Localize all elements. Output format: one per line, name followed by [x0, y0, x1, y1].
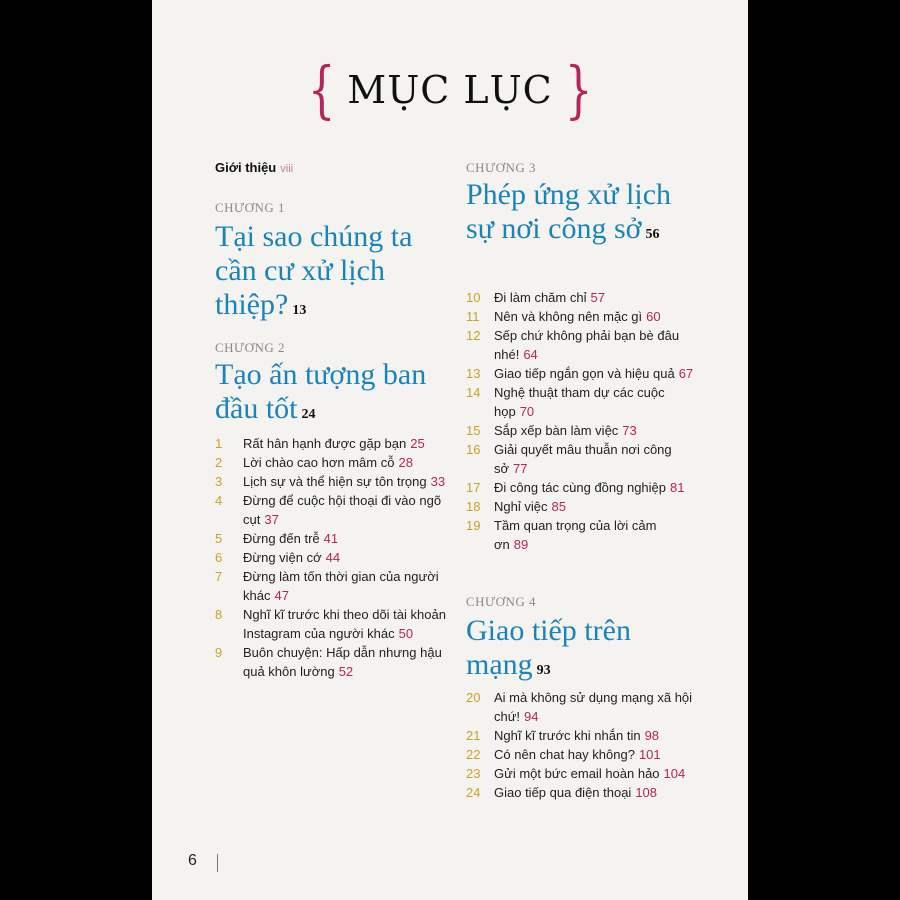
chapter-1-title: [215, 220, 435, 328]
chapter-2-title-text: Tạo ấn tượng ban đầu tốt: [215, 358, 427, 425]
toc-item-11: [466, 307, 694, 326]
toc-item-text: Nghĩ kĩ trước khi theo dõi tài khoản Instagram của người khác: [243, 607, 446, 641]
chapter-4-page: 93: [536, 663, 551, 678]
toc-item-7: [215, 567, 455, 605]
toc-item-page: 25: [410, 436, 425, 451]
toc-item-text: Có nên chat hay không?: [494, 747, 635, 762]
toc-item-number: 15: [466, 423, 481, 438]
toc-item-text: Ai mà không sử dụng mạng xã hội chứ!: [494, 690, 693, 724]
page-number: 6: [188, 852, 197, 869]
book-page: [152, 0, 748, 900]
toc-item-page: 101: [638, 747, 661, 762]
toc-item-number: 10: [466, 290, 481, 305]
toc-item-text: Rất hân hạnh được gặp bạn: [243, 436, 407, 451]
chapter-3-page: 56: [645, 227, 660, 242]
toc-item-page: 89: [513, 537, 529, 552]
toc-item-number: 1: [215, 436, 223, 451]
chapter-3-title-text: Phép ứng xử lịch sự nơi công sở: [466, 178, 672, 245]
toc-item-23: [466, 764, 694, 783]
toc-item-number: 23: [466, 766, 481, 781]
toc-item-text: Đừng để cuộc hội thoại đi vào ngõ cụt: [243, 493, 442, 527]
intro-entry: [215, 160, 293, 175]
toc-item-5: [215, 529, 455, 548]
toc-item-text: Tầm quan trọng của lời cảm ơn: [494, 518, 657, 552]
toc-item-number: 9: [215, 645, 223, 660]
toc-item-text: Nên và không nên mặc gì: [494, 309, 643, 324]
toc-item-21: [466, 726, 694, 745]
chapter-3-items: [466, 288, 694, 554]
toc-item-page: 64: [523, 347, 538, 362]
toc-item-number: 8: [215, 607, 223, 622]
toc-item-text: Sếp chứ không phải bạn bè đâu nhé!: [494, 328, 680, 362]
toc-item-page: 60: [646, 309, 661, 324]
toc-item-text: Buôn chuyện: Hấp dẫn nhưng hậu quả khôn lường: [243, 645, 442, 679]
toc-item-number: 24: [466, 785, 481, 800]
chapter-4-items: [466, 688, 694, 802]
right-brace-ornament: }: [564, 53, 593, 126]
toc-item-page: 52: [338, 664, 354, 679]
toc-item-13: [466, 364, 694, 383]
toc-item-number: 16: [466, 442, 481, 457]
chapter-2-items: [215, 434, 455, 681]
toc-item-page: 47: [274, 588, 289, 603]
toc-item-page: 98: [644, 728, 660, 743]
toc-item-number: 14: [466, 385, 481, 400]
toc-item-18: [466, 497, 694, 516]
toc-item-1: [215, 434, 455, 453]
toc-item-number: 6: [215, 550, 223, 565]
toc-item-22: [466, 745, 694, 764]
toc-item-text: Đi làm chăm chỉ: [494, 290, 587, 305]
toc-item-12: [466, 326, 694, 364]
toc-item-text: Lịch sự và thể hiện sự tôn trọng: [243, 474, 427, 489]
intro-label: Giới thiệu: [215, 160, 277, 175]
toc-item-text: Nghỉ việc: [494, 499, 548, 514]
toc-item-8: [215, 605, 455, 643]
toc-item-page: 50: [398, 626, 414, 641]
toc-item-number: 2: [215, 455, 223, 470]
chapter-4-title: [466, 614, 666, 688]
chapter-1-label: CHƯƠNG 1: [215, 200, 286, 215]
toc-item-text: Nghệ thuật tham dự các cuộc họp: [494, 385, 665, 419]
toc-item-text: Đi công tác cùng đồng nghiệp: [494, 480, 667, 495]
toc-item-number: 22: [466, 747, 481, 762]
toc-item-10: [466, 288, 694, 307]
toc-item-19: [466, 516, 694, 554]
toc-item-page: 67: [678, 366, 694, 381]
page-title-text: MỤC LỤC: [347, 68, 553, 112]
toc-item-page: 104: [663, 766, 686, 781]
toc-item-page: 94: [524, 709, 539, 724]
toc-item-number: 11: [466, 309, 480, 324]
toc-item-page: 108: [635, 785, 658, 800]
chapter-2-title: [215, 358, 435, 432]
toc-item-text: Đừng làm tốn thời gian của người khác: [243, 569, 439, 603]
chapter-2-page: 24: [301, 407, 316, 422]
toc-item-text: Sắp xếp bàn làm việc: [494, 423, 619, 438]
toc-item-text: Đừng viện cớ: [243, 550, 322, 565]
intro-page: viii: [280, 163, 294, 175]
toc-item-text: Lời chào cao hơn mâm cỗ: [243, 455, 395, 470]
toc-item-page: 41: [323, 531, 339, 546]
toc-item-6: [215, 548, 455, 567]
toc-item-text: Giao tiếp ngắn gọn và hiệu quả: [494, 366, 675, 381]
toc-item-3: [215, 472, 455, 491]
toc-item-number: 5: [215, 531, 223, 546]
toc-item-15: [466, 421, 694, 440]
toc-item-number: 21: [466, 728, 481, 743]
toc-item-24: [466, 783, 694, 802]
toc-item-number: 4: [215, 493, 223, 508]
toc-item-number: 3: [215, 474, 223, 489]
chapter-2-label: CHƯƠNG 2: [215, 340, 286, 355]
toc-item-2: [215, 453, 455, 472]
toc-item-page: 57: [590, 290, 605, 305]
chapter-4-title-text: Giao tiếp trên mạng: [466, 614, 631, 681]
toc-item-16: [466, 440, 694, 478]
toc-item-20: [466, 688, 694, 726]
toc-item-number: 13: [466, 366, 481, 381]
chapter-1-title-text: Tại sao chúng ta cần cư xử lịch thiệp?: [215, 220, 413, 321]
toc-item-17: [466, 478, 694, 497]
toc-item-14: [466, 383, 694, 421]
toc-item-text: Đừng đến trễ: [243, 531, 320, 546]
toc-item-text: Giao tiếp qua điện thoại: [494, 785, 632, 800]
chapter-1-page: 13: [292, 303, 307, 318]
toc-item-page: 81: [670, 480, 685, 495]
toc-item-page: 77: [513, 461, 528, 476]
toc-item-number: 18: [466, 499, 481, 514]
toc-item-text: Gửi một bức email hoàn hảo: [494, 766, 660, 781]
toc-item-page: 70: [519, 404, 535, 419]
left-brace-ornament: {: [307, 53, 336, 126]
toc-item-number: 12: [466, 328, 481, 343]
toc-item-9: [215, 643, 455, 681]
toc-item-4: [215, 491, 455, 529]
toc-item-number: 19: [466, 518, 481, 533]
toc-item-text: Giải quyết mâu thuẫn nơi công sở: [494, 442, 672, 476]
toc-item-number: 20: [466, 690, 481, 705]
toc-item-page: 44: [325, 550, 341, 565]
toc-item-page: 37: [264, 512, 279, 527]
toc-item-page: 28: [398, 455, 413, 470]
toc-item-text: Nghĩ kĩ trước khi nhắn tin: [494, 728, 641, 743]
toc-item-page: 85: [551, 499, 566, 514]
toc-item-number: 7: [215, 569, 223, 584]
toc-item-number: 17: [466, 480, 481, 495]
chapter-3-title: [466, 178, 686, 252]
toc-item-page: 33: [430, 474, 446, 489]
page-number-divider: [217, 854, 218, 872]
chapter-4-label: CHƯƠNG 4: [466, 594, 537, 609]
toc-item-page: 73: [622, 423, 637, 438]
chapter-3-label: CHƯƠNG 3: [466, 160, 537, 175]
page-title: [152, 53, 748, 126]
